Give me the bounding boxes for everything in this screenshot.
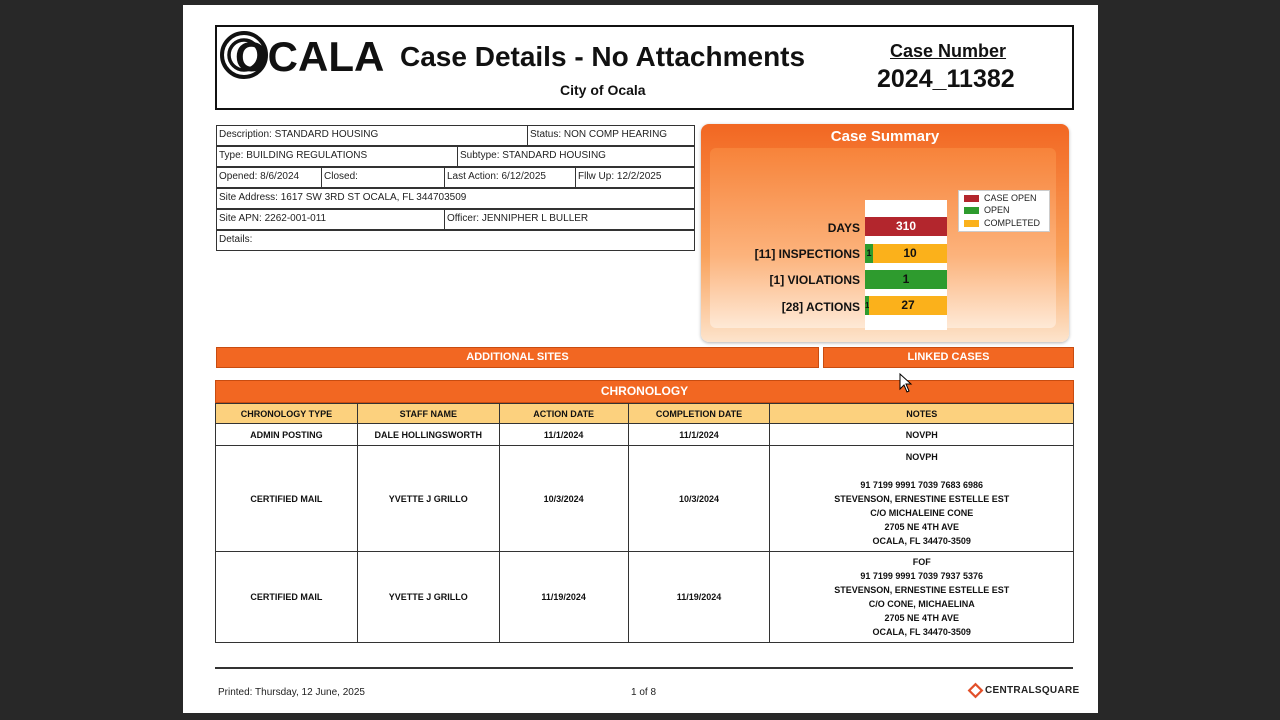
officer-cell: Officer: JENNIPHER L BULLER [444,209,695,230]
footer-divider [215,667,1073,669]
site-apn-cell: Site APN: 2262-001-011 [216,209,445,230]
case-info-grid [216,125,695,250]
subtype-cell: Subtype: STANDARD HOUSING [457,146,695,167]
legend-completed: COMPLETED [984,218,1041,228]
case-summary-panel [701,124,1069,342]
notes: NOVPH [770,424,1074,446]
completed-swatch [964,220,979,227]
col-notes: NOTES [770,404,1074,424]
case-open-swatch [964,195,979,202]
case-summary-chart [710,148,1056,328]
mouse-cursor-icon [899,373,913,393]
action-date: 11/1/2024 [499,424,628,446]
closed-cell: Closed: [321,167,445,188]
page-number: 1 of 8 [631,687,657,698]
page-title: Case Details - No Attachments [400,41,806,72]
opened-cell: Opened: 8/6/2024 [216,167,322,188]
col-action-date: ACTION DATE [499,404,628,424]
case-summary-title: Case Summary [830,128,940,145]
last-action-cell: Last Action: 6/12/2025 [444,167,576,188]
completion-date: 10/3/2024 [628,446,770,552]
open-swatch [964,207,979,214]
col-completion-date: COMPLETION DATE [628,404,770,424]
violations-open-bar: 1 [865,270,947,289]
table-row [216,552,1074,643]
additional-sites-section[interactable]: ADDITIONAL SITES [216,347,819,368]
col-staff-name: STAFF NAME [357,404,499,424]
col-chronology-type: CHRONOLOGY TYPE [216,404,358,424]
description-cell: Description: STANDARD HOUSING [216,125,528,146]
chronology-type: CERTIFIED MAIL [216,552,358,643]
page-subtitle: City of Ocala [560,82,646,98]
action-date: 10/3/2024 [499,446,628,552]
inspections-open-bar: 1 [865,244,873,263]
staff-name: DALE HOLLINGSWORTH [357,424,499,446]
status-cell: Status: NON COMP HEARING [527,125,695,146]
type-cell: Type: BUILDING REGULATIONS [216,146,458,167]
actions-open-bar: 1 [865,296,869,315]
brand-text: CENTRALSQUARE [985,685,1080,697]
staff-name: YVETTE J GRILLO [357,552,499,643]
completion-date: 11/19/2024 [628,552,770,643]
notes: NOVPH 91 7199 9991 7039 7683 6986 STEVENSON, ERNESTINE ESTELLE EST C/O MICHALEINE CONE 2705 NE 4TH AVE OCALA, FL 34470-3509 [770,446,1074,552]
report-header [215,25,1074,110]
linked-cases-section[interactable]: LINKED CASES [823,347,1074,368]
centralsquare-icon [969,684,982,697]
ocala-logo [219,29,385,81]
chronology-section: CHRONOLOGY [215,380,1074,403]
chart-legend [958,190,1050,232]
actions-completed-bar: 27 [869,296,947,315]
chronology-type: ADMIN POSTING [216,424,358,446]
staff-name: YVETTE J GRILLO [357,446,499,552]
inspections-label: [11] INSPECTIONS [754,247,860,261]
table-row [216,446,1074,552]
site-address-cell: Site Address: 1617 SW 3RD ST OCALA, FL 344703509 [216,188,695,209]
chronology-type: CERTIFIED MAIL [216,446,358,552]
legend-open: OPEN [984,205,1010,215]
case-number-value: 2024_11382 [877,65,1015,93]
notes: FOF 91 7199 9991 7039 7937 5376 STEVENSON, ERNESTINE ESTELLE EST C/O CONE, MICHAELINA 2705 NE 4TH AVE OCALA, FL 34470-3509 [770,552,1074,643]
table-row [216,424,1074,446]
logo-text: OCALA [235,33,385,80]
days-label: DAYS [827,221,860,235]
completion-date: 11/1/2024 [628,424,770,446]
details-cell: Details: [216,230,695,251]
document-page [183,5,1098,713]
days-bar: 310 [865,217,947,236]
case-number-label: Case Number [890,41,1007,61]
legend-case-open: CASE OPEN [984,193,1037,203]
violations-label: [1] VIOLATIONS [769,273,860,287]
centralsquare-logo [969,684,1079,697]
action-date: 11/19/2024 [499,552,628,643]
follow-up-cell: Fllw Up: 12/2/2025 [575,167,695,188]
chronology-table [215,403,1074,643]
actions-label: [28] ACTIONS [781,300,860,314]
inspections-completed-bar: 10 [873,244,947,263]
printed-date: Printed: Thursday, 12 June, 2025 [218,687,365,698]
